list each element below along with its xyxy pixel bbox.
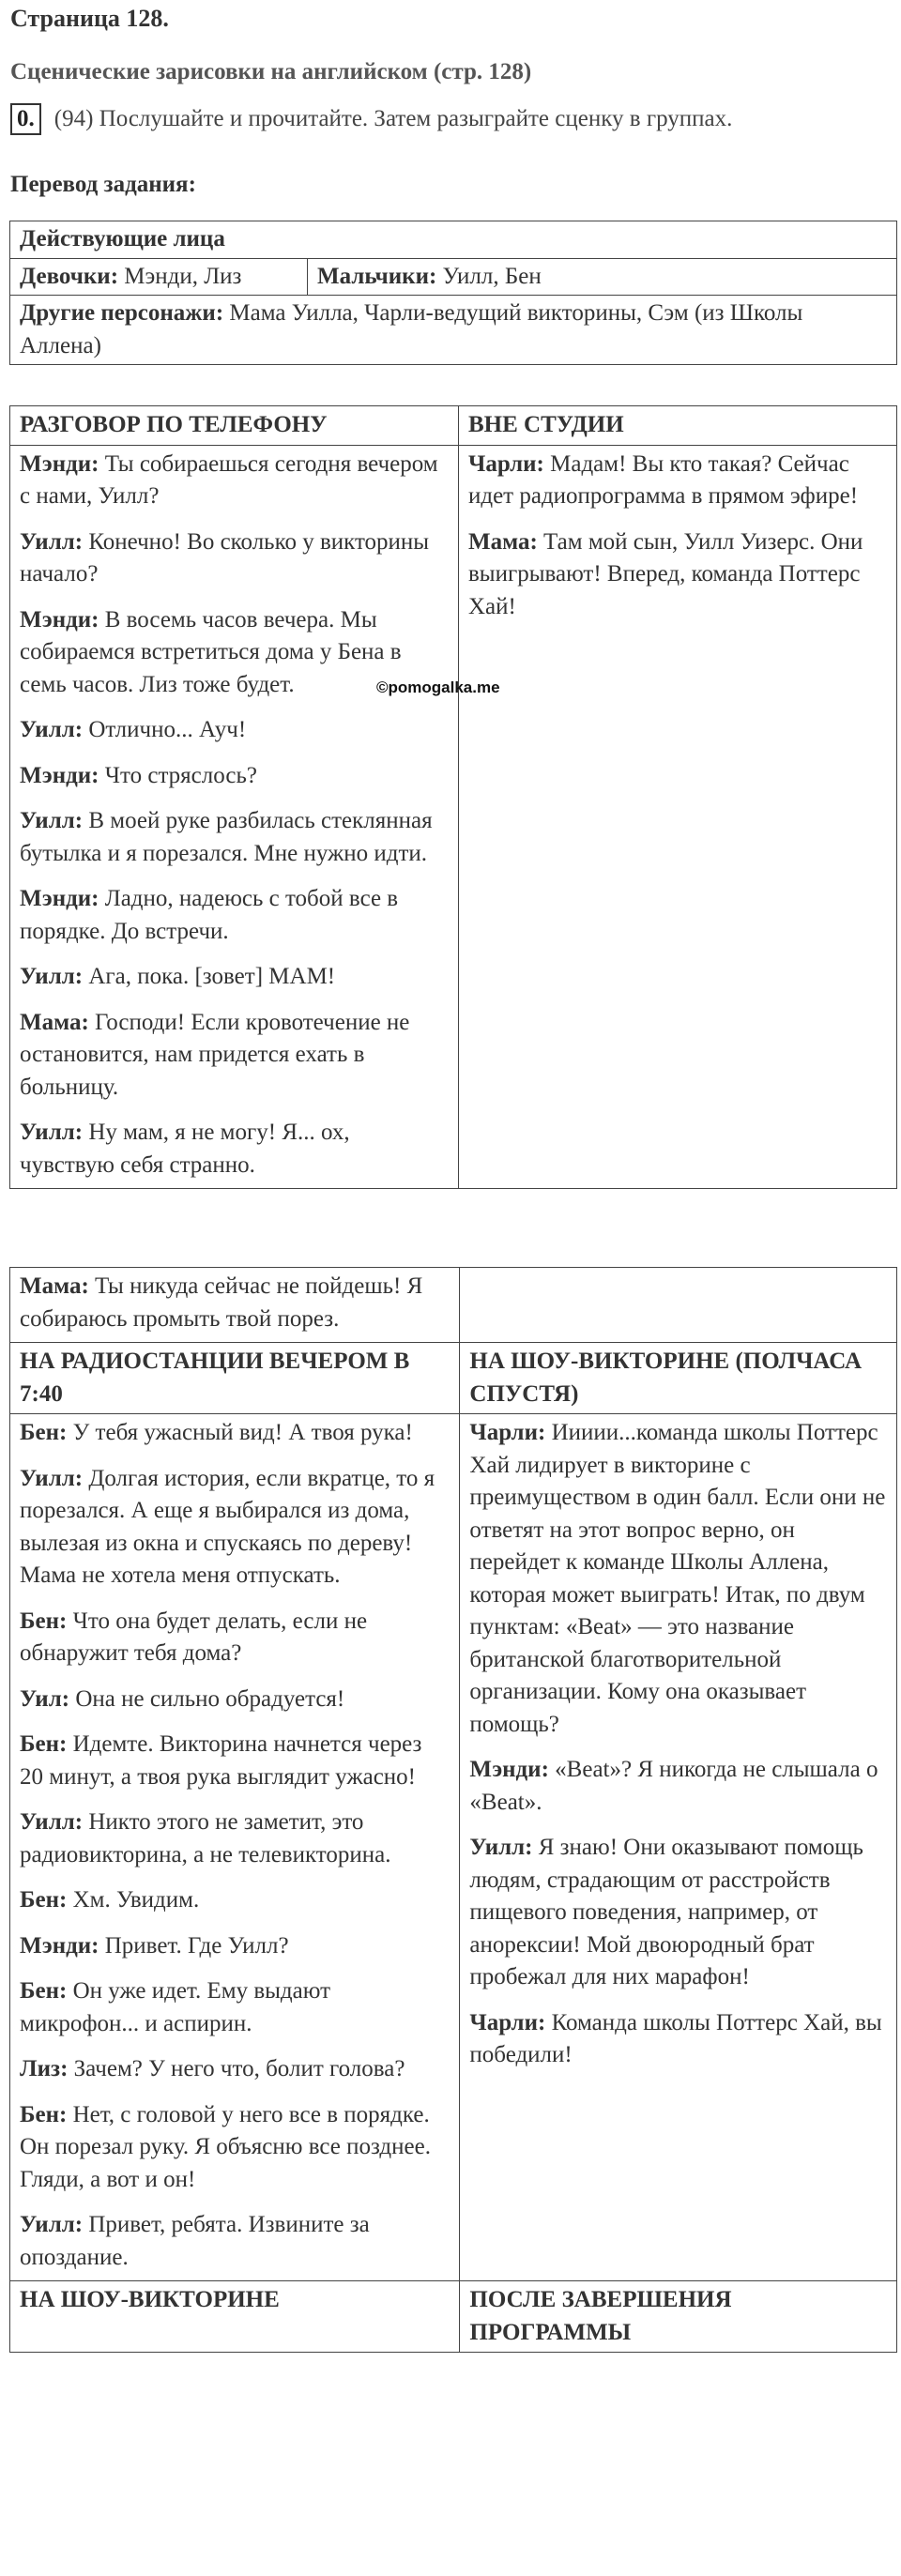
others-names: Мама Уилла, Чарли-ведущий викторины, Сэм (из Школы Аллена) [20, 300, 803, 358]
dialogue-line: Уилл: Никто этого не заметит, это радиовикторина, а не телевикторина. [20, 1809, 391, 1867]
page-title: Страница 128. [10, 5, 169, 32]
dialogue-line: Мэнди: Что стряслось? [20, 762, 257, 788]
table2-left-dialogue [10, 1414, 460, 2281]
boys-label: Мальчики: [317, 263, 437, 289]
dialogue-line: Уилл: Долгая история, если вкратце, то я порезался. А еще я выбирался из дома, вылезая из окна и спускаясь по дереву! Мама не хотела меня отпускать. [20, 1465, 435, 1588]
table2-mid-left-header: НА РАДИОСТАНЦИИ ВЕЧЕРОМ В 7:40 [20, 1349, 410, 1407]
dialogue-line: Уил: Она не сильно обрадуется! [20, 1685, 345, 1712]
dialogue-line: Бен: У тебя ужасный вид! А твоя рука! [20, 1420, 413, 1445]
table1-right-dialogue [458, 445, 896, 1189]
dialogue-line: Чарли: Команда школы Поттерс Хай, вы победили! [469, 2009, 882, 2067]
dialogue-line: Бен: Идемте. Викторина начнется через 20 минут, а твоя рука выглядит ужасно! [20, 1731, 422, 1790]
task-line [10, 103, 732, 136]
dialogue-line: Уилл: Конечно! Во сколько у викторины начало? [20, 528, 430, 587]
dialogue-line: Мэнди: Привет. Где Уилл? [20, 1932, 289, 1959]
table1-left-header: РАЗГОВОР ПО ТЕЛЕФОНУ [20, 412, 328, 437]
dialogue-line: Мама: Ты никуда сейчас не пойдешь! Я собираюсь промыть твой порез. [20, 1273, 423, 1332]
table1-left-dialogue [10, 445, 459, 1189]
table2-bottom-right-header-cell [460, 2281, 897, 2353]
dialogue-line: Уилл: Привет, ребята. Извините за опоздание. [20, 2212, 370, 2270]
dialogue-line: Мама: Там мой сын, Уилл Уизерс. Они выигрывают! Вперед, команда Поттерс Хай! [467, 528, 863, 619]
dialogue-line: Уилл: Отлично... Ауч! [20, 717, 247, 742]
dialogue-line: Уилл: Ну мам, я не могу! Я... ох, чувствую себя странно. [20, 1120, 350, 1178]
dialogue-line: Бен: Что она будет делать, если не обнаружит тебя дома? [20, 1608, 368, 1666]
table2-right-dialogue [460, 1414, 897, 2281]
table2-bottom-left-header: НА ШОУ-ВИКТОРИНЕ [20, 2287, 280, 2312]
table2-bottom-right-header: ПОСЛЕ ЗАВЕРШЕНИЯ ПРОГРАММЫ [469, 2287, 732, 2345]
table1-right-header-cell [458, 406, 896, 446]
dialogue-line: Чарли: Иииии...команда школы Поттерс Хай лидирует в викторине с преимуществом в один балл. Если они не ответят на этот вопрос верно, он перейдет к команде Школы Аллена, которая может выиграть! Итак, по двум пунктам: «Beat» — это название британской благотворительной организации. Кому она оказывает помощь? [469, 1420, 886, 1737]
cast-others-cell [10, 296, 897, 365]
table1-left-header-cell [10, 406, 459, 446]
cast-girls-cell [10, 258, 308, 296]
table2-mid-right-header: НА ШОУ-ВИКТОРИНЕ (ПОЛЧАСА СПУСТЯ) [469, 1349, 863, 1407]
dialogue-line: Уилл: Я знаю! Они оказывают помощь людям, страдающим от расстройств пищевого поведения, например, от анорексии! Мой двоюродный брат пробежал для них марафон! [469, 1835, 863, 1989]
dialogue-line: Уилл: В моей руке разбилась стеклянная бутылка и я порезался. Мне нужно идти. [20, 808, 433, 866]
dialogue-line: Бен: Он уже идет. Ему выдают микрофон... и аспирин. [20, 1978, 331, 2036]
cast-boys-cell [308, 258, 897, 296]
dialogue-line: Мама: Господи! Если кровотечение не остановится, нам придется ехать в больницу. [20, 1009, 410, 1100]
dialogue-line: Уилл: Ага, пока. [зовет] МАМ! [20, 964, 336, 989]
dialogue-line: Мэнди: «Beat»? Я никогда не слышала о «Beat». [469, 1757, 878, 1815]
task-number-box: 0. [10, 103, 41, 135]
watermark: ©pomogalka.me [376, 678, 500, 696]
girls-label: Девочки: [20, 263, 119, 289]
dialogue-line: Бен: Нет, с головой у него все в порядке. Он порезал руку. Я объясню все позднее. Гляди, а вот и он! [20, 2101, 431, 2192]
cast-title: Действующие лица [20, 226, 225, 252]
table2-top-right-cell [460, 1268, 897, 1343]
table2-bottom-left-header-cell [10, 2281, 460, 2353]
dialogue-table-1 [9, 405, 897, 1189]
translation-heading: Перевод задания: [10, 172, 196, 197]
table1-right-header: ВНЕ СТУДИИ [467, 412, 624, 437]
table2-mid-right-header-cell [460, 1343, 897, 1414]
dialogue-table-2 [9, 1267, 897, 2353]
dialogue-line: Чарли: Мадам! Вы кто такая? Сейчас идет радиопрограмма в прямом эфире! [467, 450, 859, 509]
dialogue-line: Мэнди: В восемь часов вечера. Мы собираемся встретиться дома у Бена в семь часов. Лиз тоже будет. [20, 606, 402, 697]
table2-mid-left-header-cell [10, 1343, 460, 1414]
dialogue-line: Мэнди: Ты собираешься сегодня вечером с нами, Уилл? [20, 450, 438, 509]
others-label: Другие персонажи: [20, 300, 224, 326]
dialogue-line: Лиз: Зачем? У него что, болит голова? [20, 2056, 405, 2081]
task-text: (94) Послушайте и прочитайте. Затем разыграйте сценку в группах. [53, 106, 733, 131]
boys-names: Уилл, Бен [442, 263, 542, 289]
dialogue-line: Мэнди: Ладно, надеюсь с тобой все в порядке. До встречи. [20, 886, 399, 944]
cast-title-cell [10, 221, 897, 259]
dialogue-line: Бен: Хм. Увидим. [20, 1887, 200, 1913]
cast-table [9, 221, 897, 365]
table2-top-left-cell [10, 1268, 460, 1343]
section-subtitle: Сценические зарисовки на английском (стр. 128) [10, 59, 532, 84]
girls-names: Мэнди, Лиз [124, 263, 242, 289]
